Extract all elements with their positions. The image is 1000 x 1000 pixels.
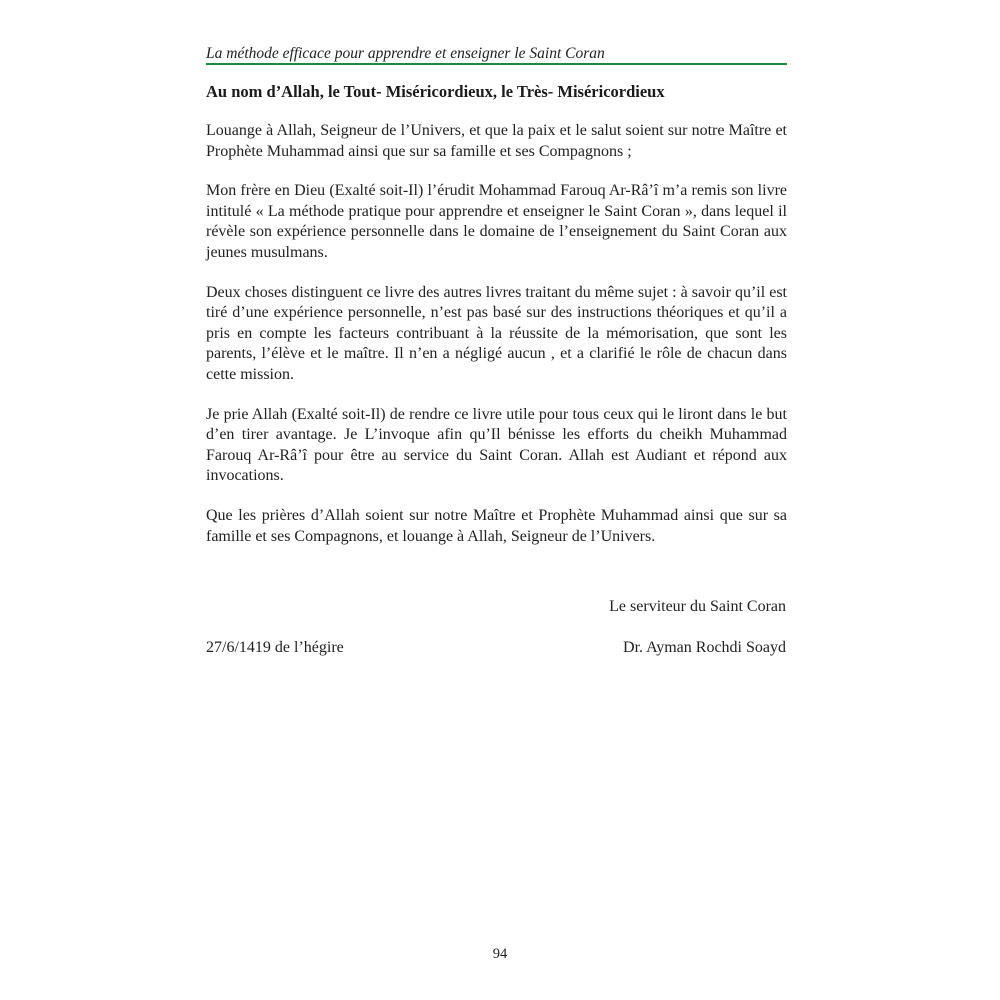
signature-title: Le serviteur du Saint Coran	[609, 598, 786, 615]
signature-date: 27/6/1419 de l’hégire	[206, 639, 344, 656]
paragraph-1: Louange à Allah, Seigneur de l’Univers, et que la paix et le salut soient sur notre Maître et Prophète Muhammad ainsi que sur sa famille et ses Compagnons ;	[206, 122, 787, 160]
page-title: Au nom d’Allah, le Tout- Miséricordieux, le Très- Miséricordieux	[206, 82, 665, 101]
paragraph-4: Je prie Allah (Exalté soit-Il) de rendre ce livre utile pour tous ceux qui le liront dans le but d’en tirer avantage. Je L’invoque afin qu’Il bénisse les efforts du cheikh Muhammad Farouq Ar-Râ’î pour être au service du Saint Coran. Allah est Audiant et répond aux invocations.	[206, 405, 787, 485]
page-number: 94	[492, 946, 508, 962]
signature-name: Dr. Ayman Rochdi Soayd	[623, 639, 786, 656]
paragraph-5: Que les prières d’Allah soient sur notre Maître et Prophète Muhammad ainsi que sur sa famille et ses Compagnons, et louange à Allah, Seigneur de l’Univers.	[206, 506, 787, 545]
header-rule	[206, 63, 787, 65]
paragraph-3: Deux choses distinguent ce livre des autres livres traitant du même sujet : à savoir qu’il est tiré d’une expérience personnelle, n’est pas basé sur des instructions théoriques et qu’il a pris en compte les facteurs contribuant à la réussite de la mémorisation, que sont les parents, l’élève et le maître. Il n’en a négligé aucun , et a clarifié le rôle de chacun dans cette mission.	[206, 283, 787, 383]
paragraph-2: Mon frère en Dieu (Exalté soit-Il) l’érudit Mohammad Farouq Ar-Râ’î m’a remis son livre intitulé « La méthode pratique pour apprendre et enseigner le Saint Coran », dans lequel il révèle son expérience personnelle dans le domaine de l’enseignement du Saint Coran aux jeunes musulmans.	[206, 182, 787, 261]
running-header: La méthode efficace pour apprendre et enseigner le Saint Coran	[206, 45, 605, 62]
page-body	[206, 80, 787, 547]
